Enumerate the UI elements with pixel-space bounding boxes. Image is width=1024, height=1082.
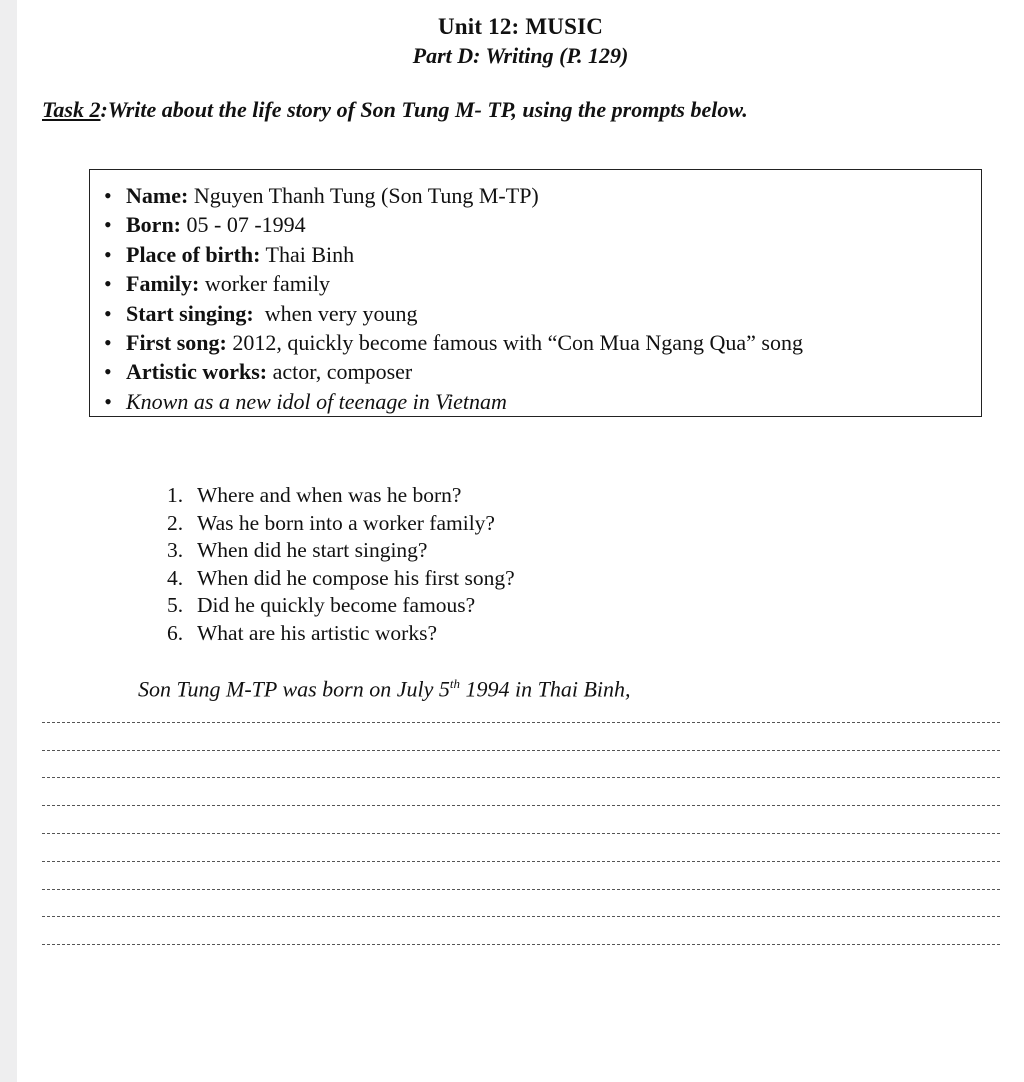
question-number: 2. [167,510,184,535]
prompt-item-note: • Known as a new idol of teenage in Vietnam [104,387,803,416]
writing-line[interactable] [42,805,1000,806]
question-text: What are his artistic works? [197,620,437,645]
question-text: Did he quickly become famous? [197,593,476,618]
prompt-key: Artistic works: [126,359,268,385]
worksheet-page [17,0,1024,1082]
prompt-key: Born: [126,212,181,238]
prompt-item-start-singing [104,299,803,328]
prompt-value: Nguyen Thanh Tung (Son Tung M-TP) [188,183,539,208]
writing-line[interactable] [42,833,1000,834]
writing-line[interactable] [42,944,1000,945]
question-number: 1. [167,483,184,507]
answer-prefix: Son Tung M-TP was born on July 5 [138,676,450,702]
question-item [167,537,515,565]
question-item [167,592,515,620]
prompt-item-born [104,210,803,239]
prompt-key: Place of birth: [126,241,261,267]
writing-line[interactable] [42,777,1000,778]
prompt-value: worker family [199,271,331,297]
writing-line[interactable] [42,861,1000,862]
question-list [167,482,515,648]
prompt-key: Name: [126,183,189,208]
task-text: :Write about the life story of Son Tung M- TP, using the prompts below. [100,97,748,122]
question-item [167,482,515,510]
writing-line[interactable] [42,750,1000,751]
writing-line[interactable] [42,722,1000,723]
prompt-value: Thai Binh [260,241,355,267]
question-text: When did he start singing? [197,538,428,563]
answer-suffix: 1994 in Thai Binh, [460,676,631,702]
question-number: 5. [167,593,184,618]
writing-line[interactable] [42,889,1000,890]
prompt-item-place [104,240,803,269]
question-item [167,565,515,593]
writing-line[interactable] [42,916,1000,917]
question-text: When did he compose his first song? [197,565,515,590]
prompt-value: 05 - 07 -1994 [181,212,306,238]
answer-ordinal: th [449,676,461,691]
part-subtitle: Part D: Writing (P. 129) [412,43,629,68]
prompt-value: 2012, quickly become famous with “Con Mua Ngang Qua” song [226,330,803,356]
prompt-value: actor, composer [267,359,413,385]
answer-starter [138,676,631,702]
prompt-key: Start singing: [126,300,254,326]
prompt-item-name [104,181,803,210]
prompt-box [89,169,982,417]
prompt-item-first-song [104,328,803,357]
question-text: Where and when was he born? [197,483,462,507]
prompt-value: when very young [253,300,418,326]
prompt-item-family [104,269,803,298]
task-instruction [42,97,748,123]
question-number: 3. [167,538,184,563]
question-item [167,620,515,648]
question-number: 4. [167,565,184,590]
question-text: Was he born into a worker family? [197,510,495,535]
unit-title: Unit 12: MUSIC [437,14,604,39]
question-number: 6. [167,620,184,645]
prompt-list [104,181,803,416]
prompt-key: First song: [126,330,227,356]
prompt-key: Family: [126,271,200,297]
prompt-item-artistic-works [104,357,803,386]
task-label: Task 2 [42,97,101,122]
question-item [167,510,515,538]
